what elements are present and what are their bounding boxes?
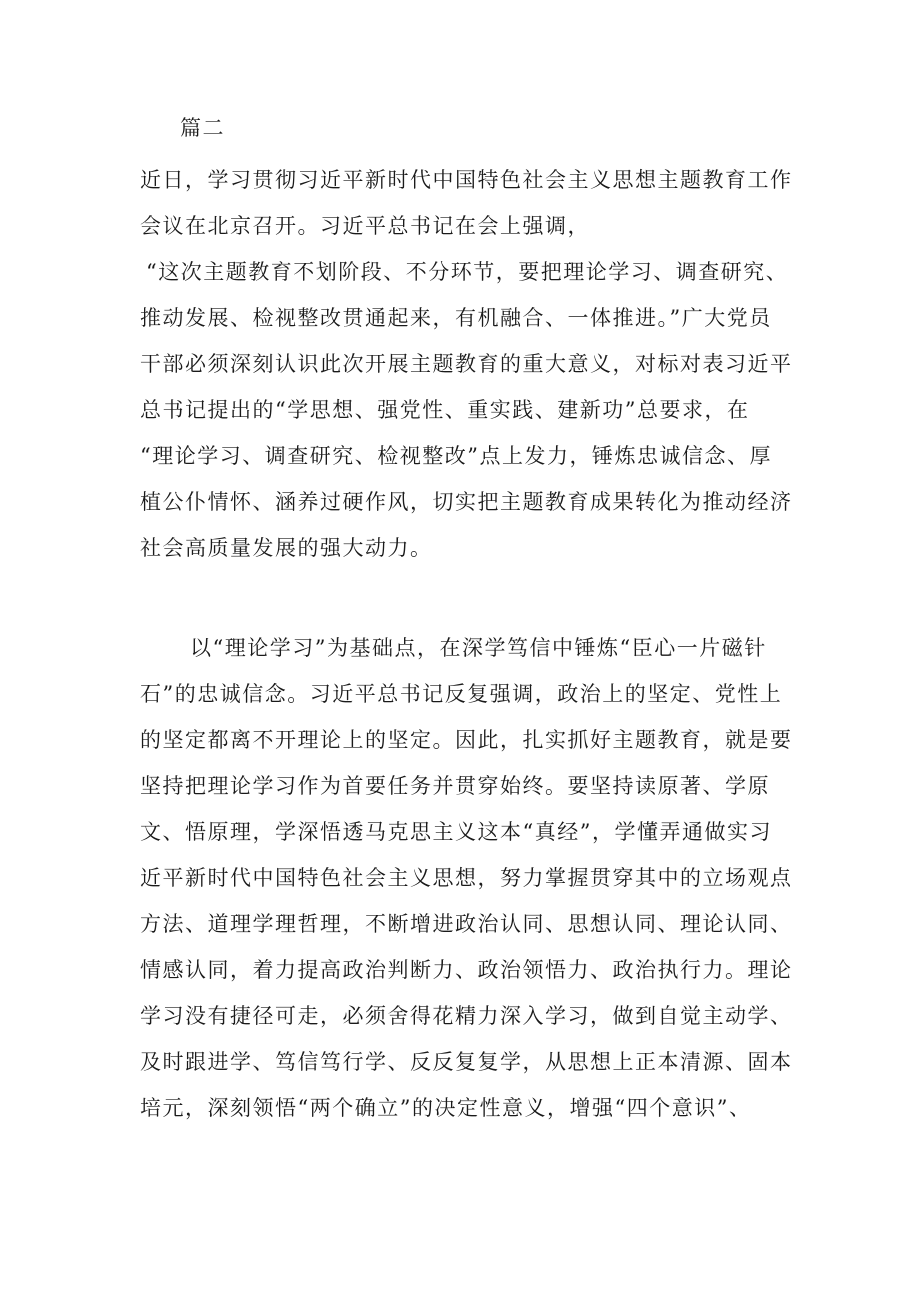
paragraph-2-line-7: 方法、道理学理哲理，不断增进政治认同、思想认同、理论认同、 [140, 912, 793, 936]
paragraph-1-line-3: “这次主题教育不划阶段、不分环节，要把理论学习、调查研究、 [146, 260, 789, 284]
paragraph-2-line-10: 及时跟进学、笃信笃行学、反反复复学，从思想上正本清源、固本 [140, 1050, 793, 1074]
section-heading: 篇二 [180, 116, 225, 140]
paragraph-2-line-1: 以“理论学习”为基础点，在深学笃信中锤炼“臣心一片磁针 [190, 636, 767, 660]
paragraph-2-line-2: 石”的忠诚信念。习近平总书记反复强调，政治上的坚定、党性上 [140, 682, 783, 706]
paragraph-2-line-4: 坚持把理论学习作为首要任务并贯穿始终。要坚持读原著、学原 [140, 774, 770, 798]
paragraph-1-line-9: 社会高质量发展的强大动力。 [140, 536, 433, 560]
paragraph-1-line-2: 会议在北京召开。习近平总书记在会上强调， [140, 214, 590, 238]
paragraph-2-line-11: 培元，深刻领悟“两个确立”的决定性意义，增强“四个意识”、 [140, 1096, 752, 1120]
paragraph-1-line-7: “理论学习、调查研究、检视整改”点上发力，锤炼忠诚信念、厚 [140, 444, 772, 468]
paragraph-2-line-6: 近平新时代中国特色社会主义思想，努力掌握贯穿其中的立场观点 [140, 866, 793, 890]
paragraph-2-line-3: 的坚定都离不开理论上的坚定。因此，扎实抓好主题教育，就是要 [140, 728, 793, 752]
paragraph-1-line-1: 近日，学习贯彻习近平新时代中国特色社会主义思想主题教育工作 [140, 168, 793, 192]
paragraph-2-line-9: 学习没有捷径可走，必须舍得花精力深入学习，做到自觉主动学、 [140, 1004, 793, 1028]
paragraph-1-line-6: 总书记提出的“学思想、强党性、重实践、建新功”总要求，在 [140, 398, 750, 422]
paragraph-1-line-5: 干部必须深刻认识此次开展主题教育的重大意义，对标对表习近平 [140, 352, 793, 376]
paragraph-2-line-5: 文、悟原理，学深悟透马克思主义这本“真经”，学懂弄通做实习 [140, 820, 772, 844]
paragraph-2-line-8: 情感认同，着力提高政治判断力、政治领悟力、政治执行力。理论 [140, 958, 793, 982]
paragraph-1-line-4: 推动发展、检视整改贯通起来，有机融合、一体推进。”广大党员 [140, 306, 772, 330]
paragraph-1-line-8: 植公仆情怀、涵养过硬作风，切实把主题教育成果转化为推动经济 [140, 490, 793, 514]
